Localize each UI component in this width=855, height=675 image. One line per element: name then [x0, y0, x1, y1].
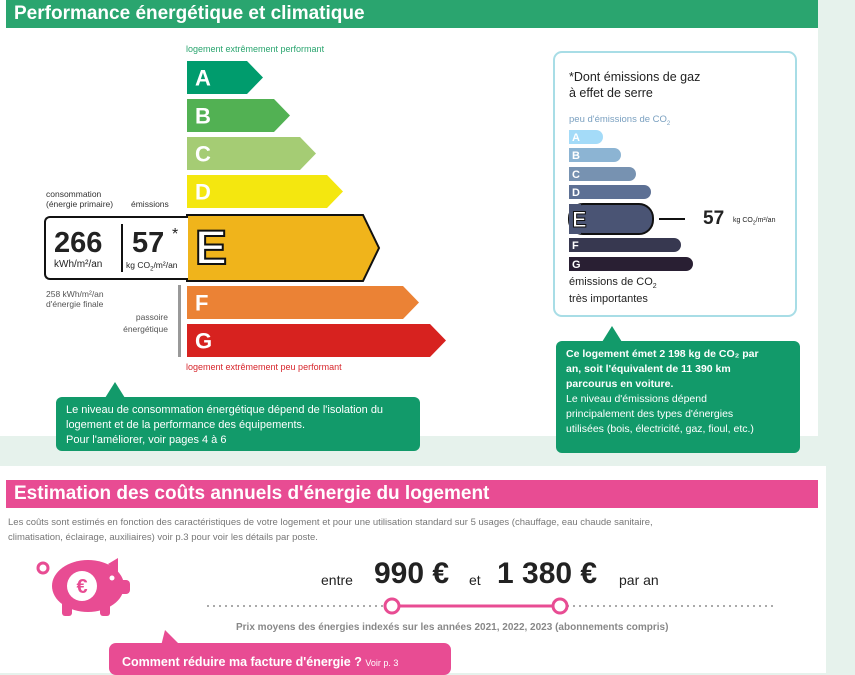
- ges-unit: kg $CO_2/m^2/an$: [733, 217, 776, 227]
- box-divider: [121, 224, 123, 272]
- cost-description: Les coûts sont estimés en fonction des caractéristiques de votre logement et pour une utilisation standard sur 5 usages (chauffage, eau chaude sanitaire, climatisation, éclairage, auxiliaires) voir p.3 pour voir les détails par poste.: [8, 517, 653, 543]
- dpe-class-f-bar: [187, 286, 419, 319]
- piggy-bank-icon: [36, 556, 134, 618]
- bottom-performance-label: logement extrêmement peu performant: [186, 362, 342, 372]
- ges-class-g-letter: G: [572, 259, 581, 271]
- dpe-class-d-letter: D: [195, 179, 211, 205]
- ges-top-label: peu d'émissions de $CO_2$: [569, 114, 671, 127]
- ges-scale: [560, 128, 800, 278]
- ges-value: 57: [703, 208, 725, 229]
- range-min-marker: [385, 599, 399, 613]
- dpe-class-f-letter: F: [195, 290, 209, 316]
- ges-class-e-letter: E: [572, 207, 587, 232]
- ges-class-d-bar: [569, 185, 651, 199]
- cost-entre: entre: [321, 572, 353, 588]
- tooltip-pointer-left: [105, 382, 125, 398]
- prices-note: Prix moyens des énergies indexés sur les années 2021, 2022, 2023 (abonnements compris): [236, 622, 669, 633]
- range-max-marker: [553, 599, 567, 613]
- consumption-box: [44, 216, 188, 280]
- emissions-unit: kg $CO_2/m^2/an$: [126, 260, 178, 273]
- tooltip-pointer-right: [602, 326, 622, 342]
- dpe-class-b-letter: B: [195, 103, 211, 129]
- ges-class-b-letter: B: [572, 150, 580, 162]
- svg-text:€: €: [76, 576, 88, 598]
- ges-class-f-letter: F: [572, 240, 579, 252]
- consumption-tooltip: Le niveau de consommation énergétique dépend de l'isolation du logement et de la performance des équipements. Pour l'améliorer, voir pages 4 à 6: [56, 397, 420, 451]
- cost-min: 990 €: [374, 557, 450, 590]
- ges-bottom-label: émissions de $CO_2$ très importantes: [569, 276, 657, 306]
- ges-class-g-bar: [569, 257, 693, 271]
- ges-tooltip: Ce logement émet 2 198 kg de CO₂ par an, soit l'équivalent de 11 390 km parcourus en voiture. Le niveau d'émissions dépend principalement des types d'énergies utilisées (bois, électricité, gaz, fioul, etc.): [556, 341, 800, 453]
- cost-range-bar: [205, 596, 780, 618]
- passoire-bracket: [178, 285, 181, 357]
- ges-class-d-letter: D: [572, 187, 580, 199]
- ges-note: *Dont émissions de gaz à effet de serre: [569, 70, 701, 100]
- passoire-label: passoire énergétique: [123, 312, 168, 334]
- dpe-class-c-letter: C: [195, 141, 211, 167]
- emissions-value: 57: [132, 227, 165, 259]
- reduce-bill-link[interactable]: Comment réduire ma facture d'énergie ? Voir p. 3: [109, 643, 451, 675]
- dpe-class-a-letter: A: [195, 65, 211, 91]
- emissions-label: émissions: [131, 199, 169, 209]
- consumption-value: 266: [54, 227, 103, 259]
- cost-par-an: par an: [619, 572, 659, 588]
- cost-et: et: [469, 572, 481, 588]
- energy-performance-title: Performance énergétique et climatique: [6, 0, 818, 28]
- dpe-scale: [0, 55, 470, 375]
- emissions-star: *: [172, 226, 179, 243]
- dpe-class-e-letter: E: [195, 222, 228, 275]
- top-performance-label: logement extrêmement performant: [186, 44, 325, 54]
- ges-class-a-letter: A: [572, 132, 580, 144]
- cost-max: 1 380 €: [497, 557, 598, 590]
- final-energy-label: 258 kWh/m²/an d'énergie finale: [46, 289, 104, 309]
- ges-class-f-bar: [569, 238, 681, 252]
- ges-class-c-letter: C: [572, 169, 580, 181]
- dpe-class-g-bar: [187, 324, 446, 357]
- consumption-label: consommation (énergie primaire): [46, 189, 114, 209]
- dpe-class-g-letter: G: [195, 328, 213, 354]
- cost-estimate-title: Estimation des coûts annuels d'énergie du logement: [6, 480, 818, 508]
- consumption-unit: kWh/m²/an: [54, 259, 103, 270]
